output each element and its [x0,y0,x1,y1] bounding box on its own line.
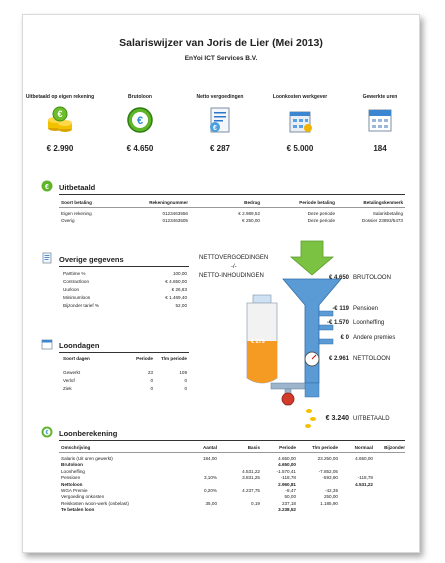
cell: Deze periode [307,211,335,216]
cell: -42,35 [324,488,338,493]
pensioen-label: Pensioen [353,306,379,312]
report-title: Salariswijzer van Joris de Lier (Mei 2013) [119,37,323,49]
cell: 250,00 [323,494,338,500]
company-name: EnYoi ICT Services B.V. [184,55,258,62]
flask-liquid [247,341,277,383]
value: 100,00 [172,271,187,276]
kpi-label: Netto vergoedingen [196,94,244,100]
cell: 0 [150,386,153,391]
cell: Salaris (Uit uren gewerkt) [61,456,113,461]
andere-premies-label: Andere premies [353,335,396,341]
kpi-label: Brutoloon [128,94,152,100]
cell: 23.250,00 [317,456,338,461]
section-rule [59,194,405,195]
value: 52,00 [175,303,187,308]
kpi-value: 184 [373,144,387,153]
diagram-label-nettovergoedingen: NETTOVERGOEDINGEN [199,255,269,261]
calculator-section-icon [41,426,53,438]
funnel-shape [283,279,341,383]
cell: 0 [150,378,153,383]
coin-icon [306,409,312,413]
cell: -593,90 [322,475,338,481]
cell: 0 [184,378,187,383]
cell: Verlof [63,378,75,383]
brutoloon-value: € 4.650 [328,275,349,281]
header-rule [59,207,405,208]
header-rule [59,452,405,453]
cell: 4.531,22 [242,468,260,474]
flask-neck [253,295,271,303]
loonheffing-value: -€ 1.570 [326,320,349,326]
kpi-value: € 5.000 [286,144,314,153]
label: Minimumloon [63,295,91,300]
section-title-overige: Overige gegevens [59,255,124,264]
diagram-label-minus: -/- [231,264,237,270]
cell: Loonheffing [61,468,85,474]
cell: Dossier 23893/5473 [361,218,403,223]
col-header: Omschrijving [61,445,91,450]
inflow-arrow-icon [291,241,333,275]
cell: 4.650,00 [278,456,296,461]
section-title-uitbetaald: Uitbetaald [59,183,96,192]
cell: 109 [179,370,187,375]
value: € 1.469,40 [165,295,187,300]
cell: Overig [61,218,75,223]
section-rule [59,440,405,441]
cell: -7.852,05 [318,468,338,474]
svg-text:€: € [45,184,49,191]
label: Uurloon [63,287,80,292]
diagram-label-netto-inhoudingen: NETTO-INHOUDINGEN [199,273,264,279]
cell: Pensioen [61,475,81,481]
cell: 0123463505 [162,218,188,223]
kpi-brutoloon [105,94,175,153]
cell: -118,78 [280,475,296,481]
value: € 26,83 [171,287,187,292]
cell: Nettoloon [61,481,83,487]
cell: Eigen rekening [61,211,92,216]
col-header: Betalingskenmerk [363,200,403,205]
col-header: Periode [279,445,296,450]
cell: Deze periode [307,218,335,223]
cell: 3.831,25 [242,475,260,481]
cell: 1.185,90 [320,500,338,506]
svg-text:€: € [213,125,217,132]
cell: Vergoeding onkosten [61,494,105,500]
cell: -1.570,41 [276,468,296,474]
cell: WGA Premie [61,488,88,493]
loonheffing-label: Loonheffing [353,320,385,326]
nettoloon-value: € 2.961 [328,356,349,362]
cell: -8,47 [285,488,296,493]
section-rule [59,266,189,267]
col-header: Rekeningnummer [149,200,188,205]
calendar-section-icon [41,338,53,350]
label: Parttime % [63,271,86,276]
col-header: Aantal [202,445,217,450]
col-header: Bedrag [244,200,260,205]
pipe-elbow [305,383,319,397]
cell: 4.650,00 [278,462,296,468]
section-title-loonberekening: Loonberekening [59,429,118,438]
cell: 50,00 [284,494,296,500]
cell: 184,00 [202,456,217,461]
cell: 2.960,81 [278,481,296,487]
kpi-gewerkte-uren [345,94,415,153]
pensioen-value: -€ 119 [332,306,349,312]
cell: € 2.989,52 [238,211,260,216]
cell: Gewerkt [63,370,81,375]
flask-value: € 279 [251,339,265,345]
cell: 23 [147,370,153,375]
cell: 0,19 [251,500,260,506]
label: Contractloon [63,279,90,284]
cell: -118,78 [357,475,373,481]
cell: 0,20% [203,488,217,493]
cell: 0 [184,386,187,391]
building-icon [286,106,314,134]
kpi-loonkosten [265,94,335,153]
label: Bijzonder tarief % [63,303,100,308]
col-header: Periode betaling [299,200,335,205]
cell: 35,00 [205,500,217,506]
cell: € 250,00 [242,218,260,223]
cell: Brutoloon [61,462,83,468]
cell: Salarisbetaling [372,211,403,216]
brutoloon-label: BRUTOLOON [353,275,391,281]
document-section-icon [41,252,53,264]
cell: Ziek [63,386,72,391]
uitbetaald-label: UITBETAALD [353,416,390,422]
kpi-netto-vergoedingen [185,94,255,153]
kpi-label: Uitbetaald op eigen rekening [25,94,95,100]
col-header: Normaal [354,445,373,450]
svg-text:€: € [45,430,49,436]
kpi-value: € 2.990 [46,144,74,153]
valve-icon [282,393,294,405]
cell: 3.238,52 [278,507,296,513]
cell: Te betalen loon [61,507,95,513]
coins-section-icon [41,180,53,192]
svg-text:€: € [57,109,63,119]
cell: 3,10% [203,475,217,481]
calendar-icon [366,106,394,134]
andere-premies-value: € 0 [340,335,349,341]
document-euro-icon [206,106,234,134]
col-header: Basis [247,445,260,450]
kpi-value: € 287 [209,144,231,153]
salary-report-page [22,14,420,553]
col-header: Bijzonder [384,445,405,450]
kpi-value: € 4.650 [126,144,154,153]
kpi-label: Loonkosten werkgever [272,94,328,100]
cell: 4.237,75 [242,488,260,493]
col-header: Soort dagen [63,356,90,361]
nettoloon-label: NETTOLOON [353,356,391,362]
col-header: T/m periode [160,356,187,361]
coin-icon [305,424,311,428]
coins-icon [46,106,74,134]
cell: Reiskosten woon-werk (onbelast) [61,500,129,506]
euro-coin-icon [126,106,154,134]
col-header: Soort betaling [61,200,92,205]
cell: 4.650,00 [355,456,373,461]
uitbetaald-value: € 3.240 [325,415,349,422]
cell: 237,18 [281,500,296,506]
kpi-uitbetaald [25,94,95,153]
value: € 4.650,00 [165,279,187,284]
salary-flow-diagram [213,233,363,433]
cell: 0123463556 [162,211,188,216]
section-rule [59,352,189,353]
col-header: Periode [136,356,153,361]
col-header: T/m periode [311,445,338,450]
kpi-label: Gewerkte uren [362,94,398,100]
cell: 4.531,22 [355,481,373,487]
svg-text:€: € [136,115,144,127]
section-title-loondagen: Loondagen [59,341,100,350]
